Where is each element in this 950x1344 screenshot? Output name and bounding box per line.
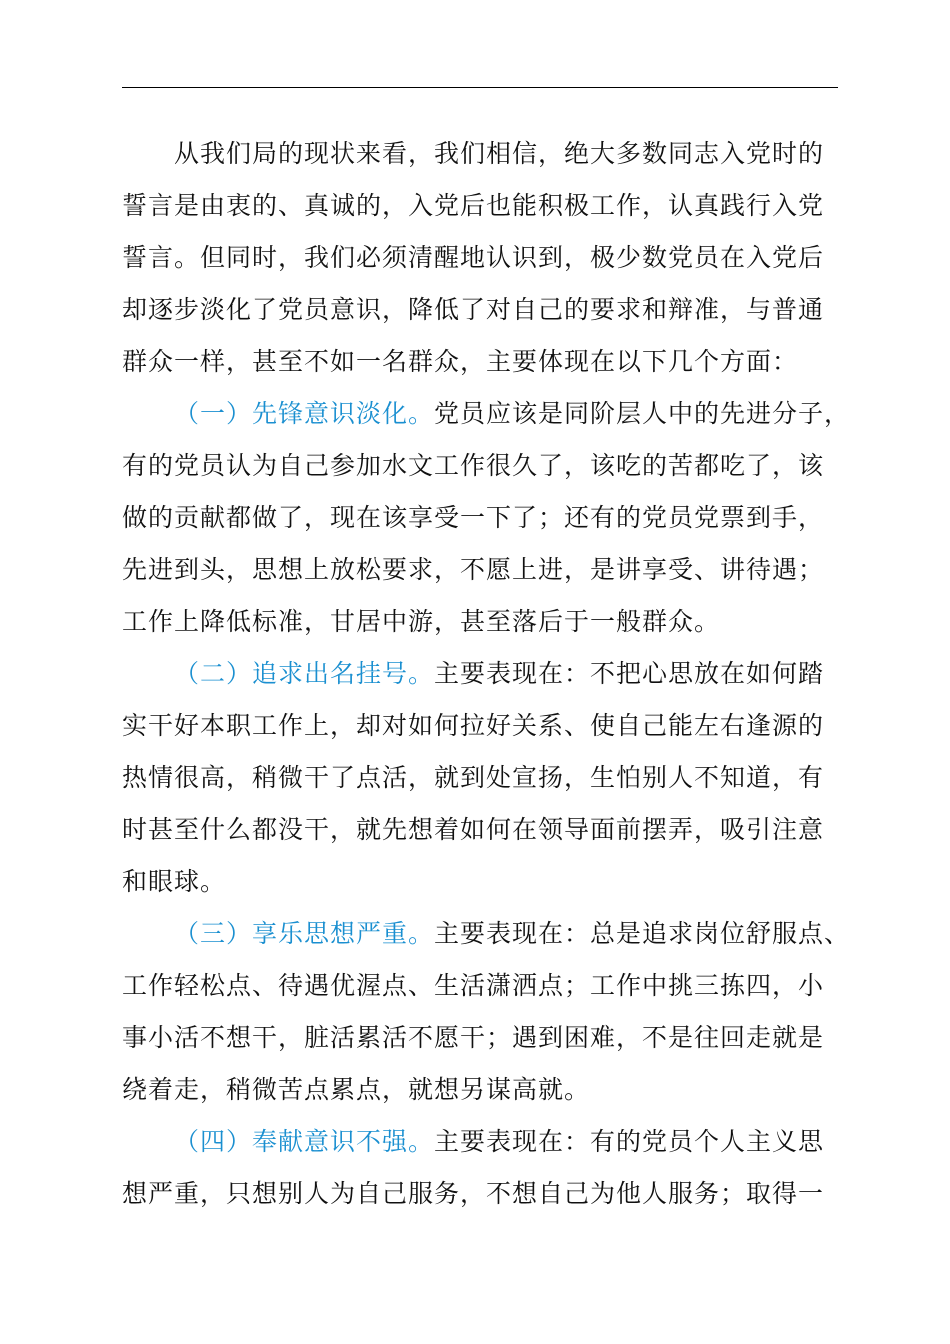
section-4-paragraph [122, 1116, 862, 1220]
section-line: 有的党员认为自己参加水文工作很久了，该吃的苦都吃了，该 [122, 451, 825, 480]
intro-line: 群众一样，甚至不如一名群众，主要体现在以下几个方面： [122, 347, 799, 376]
section-line: 绕着走，稍微苦点累点，就想另谋高就。 [122, 1075, 591, 1104]
section-first-line [122, 1116, 862, 1168]
section-first-line [122, 908, 862, 960]
section-2-paragraph [122, 648, 862, 908]
section-text: 主要表现在：有的党员个人主义思 [434, 1127, 825, 1156]
section-line: 工作轻松点、待遇优渥点、生活潇洒点；工作中挑三拣四，小 [122, 971, 825, 1000]
section-heading: （二）追求出名挂号。 [174, 659, 435, 688]
section-line: 时甚至什么都没干，就先想着如何在领导面前摆弄，吸引注意 [122, 815, 825, 844]
section-heading: （四）奉献意识不强。 [174, 1127, 435, 1156]
section-first-line [122, 648, 862, 700]
section-line: 和眼球。 [122, 867, 227, 896]
intro-line: 从我们局的现状来看，我们相信，绝大多数同志入党时的 [174, 139, 825, 168]
section-heading: （三）享乐思想严重。 [174, 919, 435, 948]
section-heading: （一）先锋意识淡化。 [174, 399, 435, 428]
section-1-paragraph [122, 388, 862, 648]
section-text: 主要表现在：不把心思放在如何踏 [434, 659, 825, 688]
section-first-line [122, 388, 862, 440]
section-text: 主要表现在：总是追求岗位舒服点、 [434, 919, 851, 948]
intro-paragraph [122, 128, 862, 388]
document-body [122, 128, 862, 1220]
section-line: 想严重，只想别人为自己服务，不想自己为他人服务；取得一 [122, 1179, 825, 1208]
intro-line: 誓言是由衷的、真诚的，入党后也能积极工作，认真践行入党 [122, 191, 825, 220]
section-line: 工作上降低标准，甘居中游，甚至落后于一般群众。 [122, 607, 721, 636]
section-line: 事小活不想干，脏活累活不愿干；遇到困难，不是往回走就是 [122, 1023, 825, 1052]
intro-line: 却逐步淡化了党员意识，降低了对自己的要求和辩准，与普通 [122, 295, 825, 324]
section-line: 热情很高，稍微干了点活，就到处宣扬，生怕别人不知道，有 [122, 763, 825, 792]
section-line: 实干好本职工作上，却对如何拉好关系、使自己能左右逢源的 [122, 711, 825, 740]
header-rule [122, 87, 838, 88]
section-text: 党员应该是同阶层人中的先进分子， [434, 399, 851, 428]
intro-line: 誓言。但同时，我们必须清醒地认识到，极少数党员在入党后 [122, 243, 825, 272]
section-line: 先进到头，思想上放松要求，不愿上进，是讲享受、讲待遇； [122, 555, 825, 584]
section-3-paragraph [122, 908, 862, 1116]
section-line: 做的贡献都做了，现在该享受一下了；还有的党员党票到手， [122, 503, 825, 532]
